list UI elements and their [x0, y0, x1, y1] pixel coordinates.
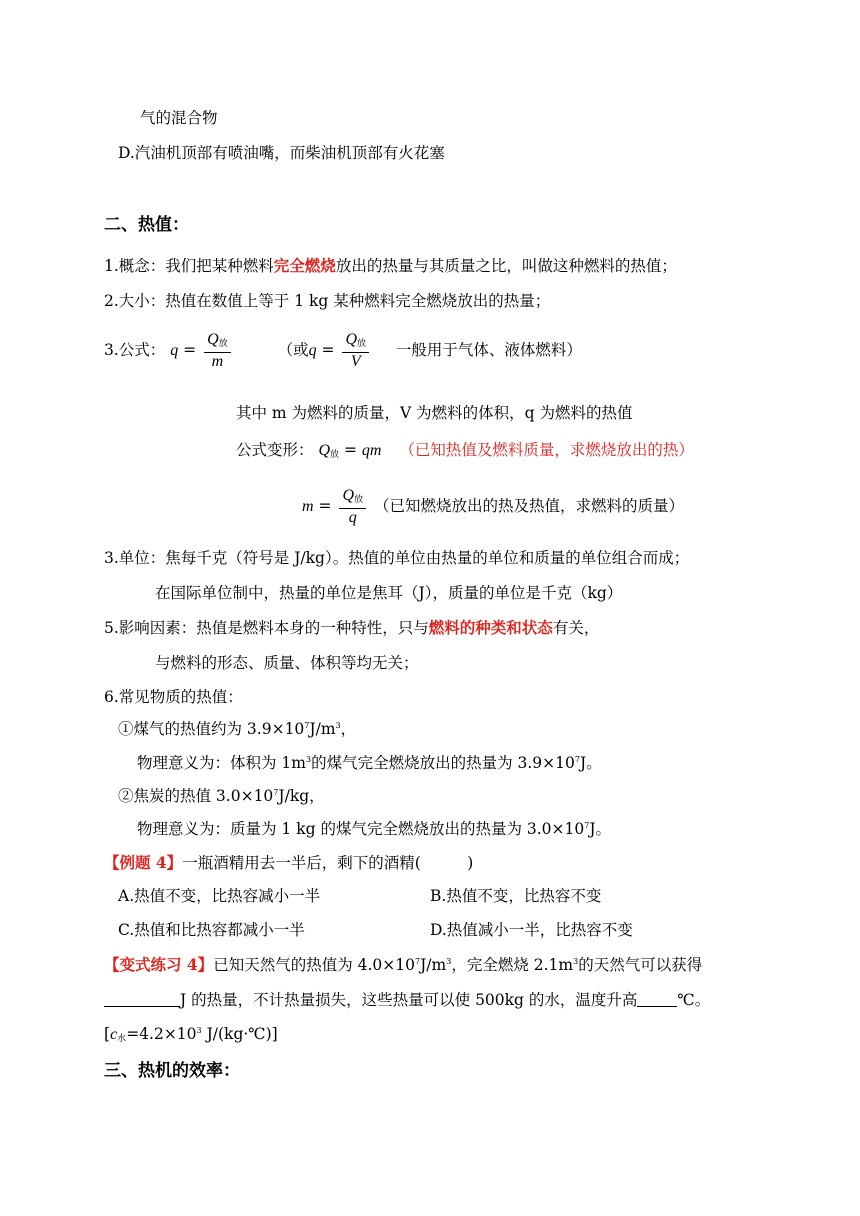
subscript-fang-3: 放 — [330, 450, 340, 460]
coke-unit: J/kg， — [278, 787, 325, 805]
variant-label: 公式变形： — [236, 441, 314, 459]
coke-meaning-a: 物理意义为：质量为 1 kg 的煤气完全燃烧放出的热量为 3.0×10 — [137, 820, 585, 838]
qm-symbol: qm — [361, 442, 382, 459]
answer-blank-2[interactable] — [637, 992, 677, 1007]
variant-1-note: （已知热值及燃料质量，求燃烧放出的热） — [399, 441, 694, 459]
fraction-q-over-v — [342, 331, 369, 371]
alt-formula-pre: （或 — [277, 341, 309, 359]
concept-pre: 1.概念：我们把某种燃料 — [104, 257, 274, 275]
variable-note: 其中 m 为燃料的质量，V 为燃料的体积，q 为燃料的热值 — [236, 404, 633, 422]
coke-text: ②焦炭的热值 3.0×10 — [118, 787, 274, 805]
variant-4-a: 已知天然气的热值为 4.0×10 — [213, 956, 415, 974]
subscript-fang-4: 放 — [354, 494, 364, 504]
answer-blank-1[interactable] — [104, 992, 180, 1007]
unit-line: 3.单位：焦每千克（符号是 J/kg）。热值的单位由热量的单位和质量的单位组合而成； — [104, 549, 690, 567]
coal-gas-meaning — [137, 753, 602, 773]
factors-post: 有关， — [552, 619, 600, 637]
m-symbol: m — [211, 353, 224, 370]
sup-3-b: 3 — [306, 755, 312, 764]
concept-post: 放出的热量与其质量之比，叫做这种燃料的热值； — [335, 257, 677, 275]
variant-4-b: J/m — [420, 956, 447, 974]
coal-gas-comma: ， — [340, 720, 357, 738]
section-3-title: 三、热机的效率： — [104, 1061, 240, 1081]
concept-line — [104, 256, 677, 276]
concept-highlight: 完全燃烧 — [273, 256, 336, 275]
subscript-fang: 放 — [218, 338, 228, 348]
V-symbol: V — [350, 353, 361, 370]
Q-symbol: Q — [207, 331, 219, 348]
option-b: B.热值不变，比热容不变 — [430, 887, 602, 905]
alt-formula-post: 一般用于气体、液体燃料） — [395, 341, 582, 359]
section-2-title: 二、热值： — [104, 215, 189, 235]
common-values-title: 6.常见物质的热值： — [104, 688, 243, 706]
bracket-open: [ — [104, 1025, 111, 1043]
sup-7-d: 7 — [584, 821, 590, 830]
fraction-q-over-q — [339, 487, 366, 527]
formula-variant-2 — [302, 484, 684, 530]
formula-label: 3.公式： — [104, 341, 166, 359]
variant-4-line-3 — [104, 1024, 278, 1049]
coke-value — [118, 786, 325, 806]
equals-4: = — [318, 497, 332, 515]
factors-highlight: 燃料的种类和状态 — [428, 618, 553, 637]
coke-meaning-b: J。 — [589, 820, 612, 838]
coal-gas-unit: J/m — [309, 720, 336, 738]
coke-meaning — [137, 819, 611, 839]
coal-gas-meaning-a: 物理意义为：体积为 1m — [137, 754, 306, 772]
sup-3-e: 3 — [196, 1026, 202, 1035]
example-4 — [104, 853, 473, 873]
coal-gas-meaning-b: 的煤气完全燃烧放出的热量为 3.9×10 — [311, 754, 575, 772]
option-d-2: D.热值减小一半，比热容不变 — [430, 921, 633, 939]
variant-4-line-2 — [104, 990, 710, 1010]
Q-symbol-3: Q — [318, 442, 331, 459]
factors-line — [104, 618, 599, 638]
variant-4-tag: 【变式练习 4】 — [104, 955, 214, 974]
coal-gas-value — [118, 719, 356, 739]
equals-2: = — [321, 341, 335, 359]
formula-line — [104, 328, 582, 374]
si-unit-line: 在国际单位制中，热量的单位是焦耳（J），质量的单位是千克（kg） — [155, 584, 623, 602]
variant-practice-4 — [104, 955, 702, 975]
c-symbol: c — [110, 1026, 118, 1043]
equals: = — [183, 341, 197, 359]
Q-symbol-2: Q — [345, 331, 358, 348]
coal-gas-text: ①煤气的热值约为 3.9×10 — [118, 720, 305, 738]
magnitude-line: 2.大小：热值在数值上等于 1 kg 某种燃料完全燃烧放出的热量； — [104, 292, 551, 310]
option-a: A.热值不变，比热容减小一半 — [118, 887, 321, 905]
factors-pre: 5.影响因素：热值是燃料本身的一种特性，只与 — [104, 619, 429, 637]
m-symbol-2: m — [302, 498, 314, 515]
variant-4-line2-text: J 的热量，不计热量损失，这些热量可以使 500kg 的水，温度升高 — [180, 991, 638, 1009]
variant-4-c: ，完全燃烧 2.1m — [451, 956, 574, 974]
coal-gas-meaning-c: J。 — [579, 754, 602, 772]
example-4-question: 一瓶酒精用去一半后，剩下的酒精( ) — [182, 854, 474, 872]
example-4-tag: 【例题 4】 — [104, 853, 183, 872]
sup-7-b: 7 — [574, 755, 580, 764]
sup-7-e: 7 — [414, 957, 421, 966]
option-c-continuation: 气的混合物 — [140, 109, 218, 127]
specific-heat-value: =4.2×10 — [126, 1025, 197, 1043]
formula-variant-1 — [236, 440, 694, 465]
specific-heat-unit: J/(kg·℃)] — [201, 1025, 278, 1043]
factors-line-2: 与燃料的形态、质量、体积等均无关； — [155, 654, 419, 672]
subscript-water: 水 — [117, 1034, 127, 1044]
sup-3-c: 3 — [446, 957, 452, 966]
variant-2-note: （已知燃烧放出的热及热值，求燃料的质量） — [373, 497, 684, 515]
sup-7-c: 7 — [273, 788, 279, 797]
variant-4-celsius: ℃。 — [677, 991, 711, 1009]
sup-7: 7 — [304, 721, 310, 730]
q-symbol-2: q — [308, 342, 317, 359]
subscript-fang-2: 放 — [357, 338, 367, 348]
equals-3: = — [343, 441, 357, 459]
q-symbol: q — [170, 342, 179, 359]
q-symbol-3: q — [348, 509, 357, 526]
option-d: D.汽油机顶部有喷油嘴，而柴油机顶部有火花塞 — [118, 144, 445, 162]
option-c: C.热值和比热容都减小一半 — [118, 921, 305, 939]
sup-3-d: 3 — [573, 957, 579, 966]
variant-4-d: 的天然气可以获得 — [578, 956, 703, 974]
fraction-q-over-m — [204, 331, 231, 371]
Q-symbol-4: Q — [342, 487, 354, 504]
sup-3: 3 — [335, 721, 341, 730]
